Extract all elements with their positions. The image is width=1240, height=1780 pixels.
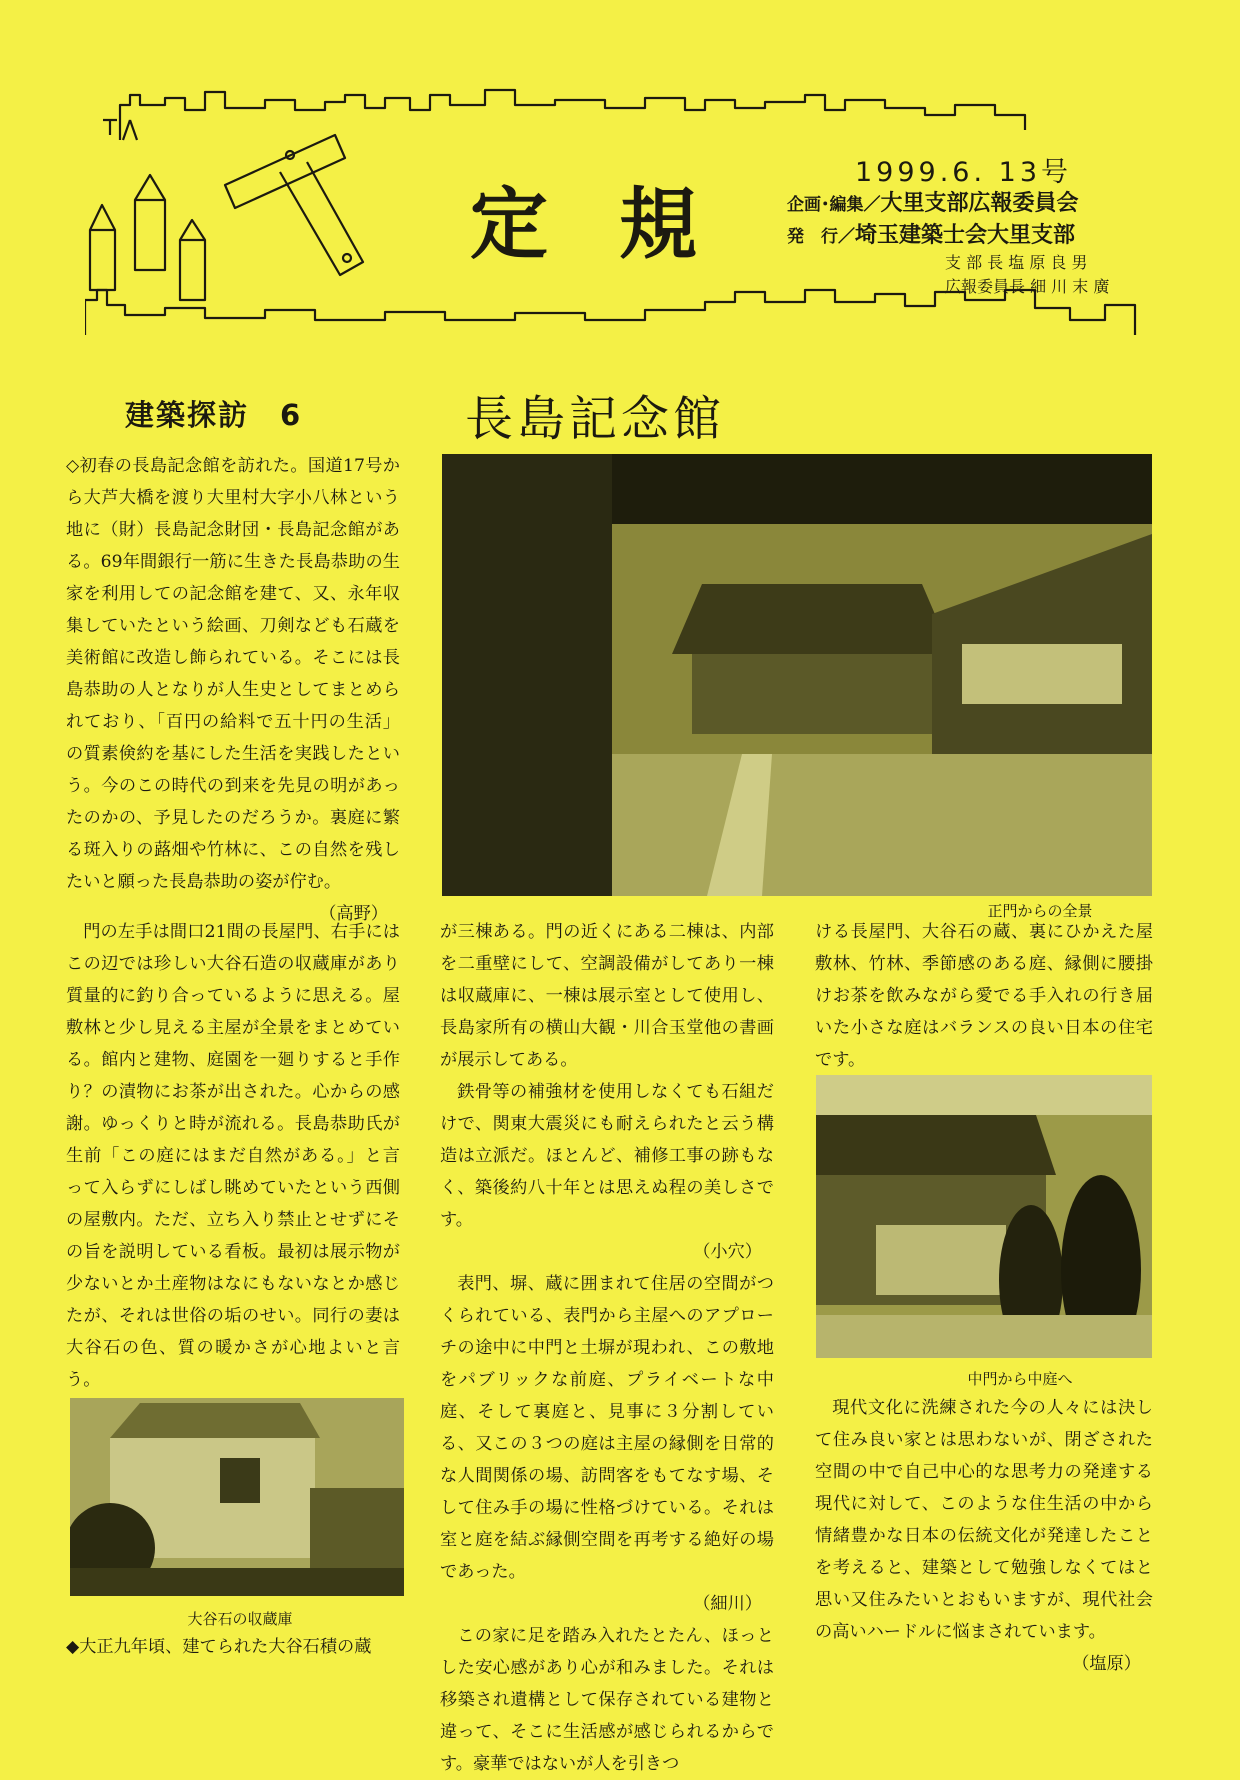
- right-article-author: （塩原）: [1072, 1654, 1141, 1674]
- middle-paragraph-1: が三棟ある。門の近くにある二棟は、内部を二重壁にして、空調設備がしてあり一棟は収蔵庫に、一棟は展示室として使用し、長島家所有の横山大観・川合玉堂他の書画が展示してある。: [440, 922, 774, 1070]
- article-title: 長島記念館: [465, 391, 726, 447]
- credit-editor: [787, 186, 1079, 217]
- officer-branch-chief: 支 部 長 塩 原 良 男: [945, 253, 1088, 272]
- middle-paragraph-3: 表門、塀、蔵に囲まれて住居の空間がつくられている、表門から主屋へのアプローチの途中に中門と土塀が現われ、この敷地をパブリックな前庭、プライベートな中庭、そして裏庭と、見事に３分割している、又この３つの庭は主屋の縁側を日常的な人間関係の場、訪問客をもてなす場、そして住み手の場に性格づけている。それは室と庭を結ぶ縁側空間を再考する絶好の場であった。: [440, 1274, 774, 1582]
- left-article-text: 門の左手は間口21間の長屋門、右手にはこの辺では珍しい大谷石造の収蔵庫があり質量的に釣り合っているように思える。屋敷林と少し見える主屋が全景をまとめている。館内と建物、庭園を一廻りすると手作り？の漬物にお茶が出された。心からの感謝。ゆっくりと時が流れる。長島恭助氏が生前「この庭にはまだ自然がある。」と言って入らずにしばし眺めていたという西側の屋敷内。ただ、立ち入り禁止とせずにその旨を説明している看板。最初は展示物が少ないとか土産物はなにもないなとか感じたが、それは世俗の垢のせい。同行の妻は大谷石の色、質の暖かさが心地よいと言う。: [66, 922, 400, 1390]
- storehouse-photo: [70, 1398, 404, 1596]
- intro-author: （高野）: [319, 904, 388, 924]
- middle-paragraph-3-author: （細川）: [693, 1594, 762, 1614]
- credit-publisher-value: 埼玉建築士会大里支部: [855, 222, 1076, 248]
- right-paragraph-2: 現代文化に洗練された今の人々には決して住み良い家とは思わないが、閉ざされた空間の中で自己中心的な思考力の発達する現代に対して、このような住生活の中から情緒豊かな日本の伝統文化が発達したことを考えると、建築として勉強しなくてはと思い又住みたいとおもいますが、現代社会の高いハードルに悩まされています。: [815, 1398, 1153, 1642]
- credit-publisher: [787, 218, 1075, 249]
- credit-editor-value: 大里支部広報委員会: [880, 190, 1079, 216]
- inner-photo-caption: 中門から中庭へ: [967, 1371, 1073, 1388]
- middle-article-column: [440, 916, 774, 1780]
- middle-paragraph-4: この家に足を踏み入れたとたん、ほっとした安心感があり心が和みました。それは移築され遺構として保存されている建物と違って、そこに生活感が感じられるからです。豪華ではないが人を引きつ: [440, 1626, 774, 1774]
- inner-garden-photo: [816, 1075, 1152, 1358]
- series-title: 建築探訪 6: [125, 398, 303, 432]
- main-photo-caption: 正門からの全景: [987, 903, 1093, 920]
- intro-text: ◇初春の長島記念館を訪れた。国道17号から大芦大橋を渡り大里村大字小八林という地に（財）長島記念財団・長島記念館がある。69年間銀行一筋に生きた長島恭助の生家を利用しての記念館を建て、又、永年収集していたという絵画、刀剣なども石蔵を美術館に改造し飾られている。そこには長島恭助の人となりが人生史としてまとめられており、「百円の給料で五十円の生活」の質素倹約を基にした生活を実践したという。今のこの時代の到来を先見の明があったのかの、予見したのだろうか。裏庭に繁る斑入りの蕗畑や竹林に、この自然を残したいと願った長島恭助の姿が佇む。: [66, 456, 400, 892]
- left-article-column: [66, 916, 400, 1428]
- newsletter-logo-title: 定 規: [470, 180, 720, 270]
- main-gate-photo: [442, 454, 1152, 896]
- middle-paragraph-2: 鉄骨等の補強材を使用しなくても石組だけで、関東大震災にも耐えられたと云う構造は立派だ。ほとんど、補修工事の跡もなく、築後約八十年とは思えぬ程の美しさです。: [440, 1082, 774, 1230]
- officer-pr-chair: 広報委員長 細 川 末 廣: [945, 277, 1110, 296]
- storehouse-photo-caption: 大谷石の収蔵庫: [187, 1611, 293, 1628]
- middle-paragraph-2-author: （小穴）: [693, 1242, 762, 1262]
- right-paragraph-1: ける長屋門、大谷石の蔵、裏にひかえた屋敷林、竹林、季節感のある庭、縁側に腰掛けお茶を飲みながら愛でる手入れの行き届いた小さな庭はバランスの良い日本の住宅です。: [815, 922, 1153, 1070]
- right-article-column-bottom: [815, 1392, 1153, 1680]
- right-article-column-top: [815, 916, 1153, 1076]
- credit-publisher-label: 発 行／: [787, 227, 855, 247]
- credit-editor-label: 企画･編集／: [787, 195, 881, 215]
- issue-number: 1999.6. 13号: [855, 157, 1072, 188]
- intro-column: [66, 450, 400, 930]
- storehouse-note: ◆大正九年頃、建てられた大谷石積の蔵: [66, 1637, 372, 1657]
